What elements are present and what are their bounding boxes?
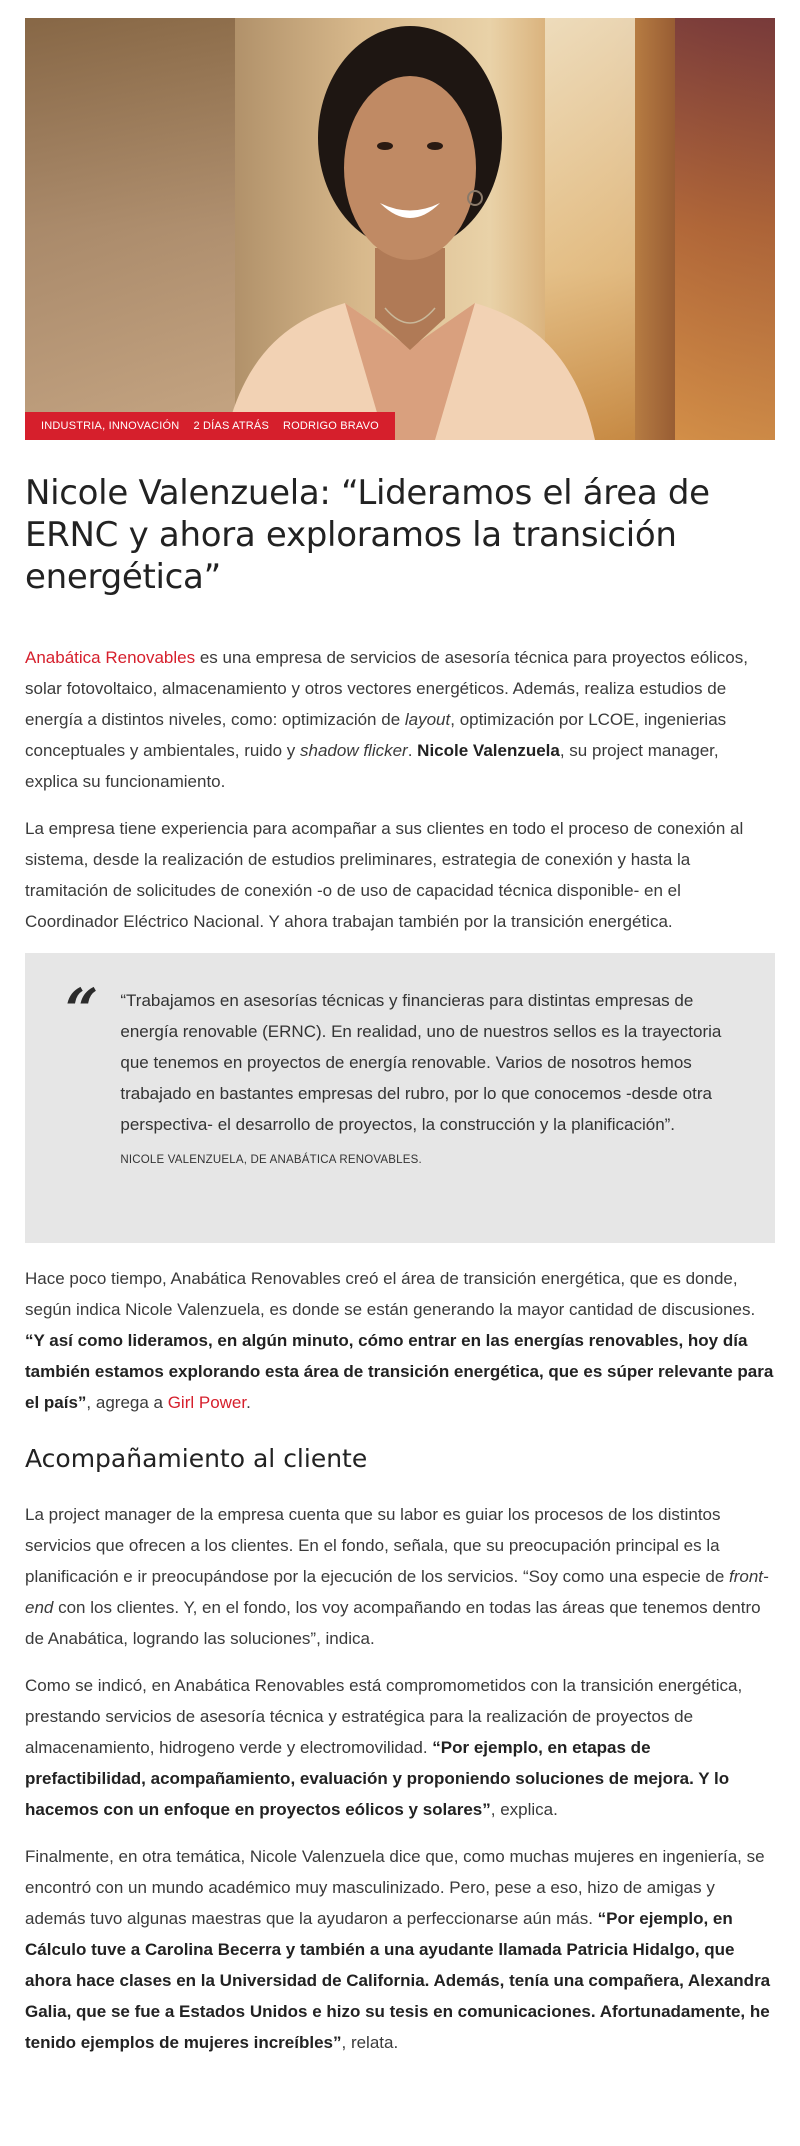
text: , relata. xyxy=(341,2033,399,2052)
paragraph-5 xyxy=(25,1670,775,1825)
paragraph-4 xyxy=(25,1499,775,1654)
text: , su project manager, explica su funcionamiento. xyxy=(25,741,719,791)
hero-image xyxy=(25,18,775,440)
emphasis: front-end xyxy=(25,1567,769,1617)
author-tag[interactable]: RODRIGO BRAVO xyxy=(283,420,379,432)
text: con los clientes. Y, en el fondo, los voy acompañando en todas las áreas que tenemos dentro de Anabática, logrando las soluciones”, indica. xyxy=(25,1598,761,1648)
paragraph-3 xyxy=(25,1263,775,1418)
quote-highlight: “Y así como lideramos, en algún minuto, cómo entrar en las energías renovables, hoy día también estamos explorando esta área de transición energética, que es súper relevante para el país” xyxy=(25,1331,774,1412)
paragraph-1 xyxy=(25,642,775,797)
text: Finalmente, en otra temática, Nicole Valenzuela dice que, como muchas mujeres en ingeniería, se encontró con un mundo académico muy masculinizado. Pero, pese a eso, hizo de amigas y además tuvo algunas maestras que la ayudaron a perfeccionarse aún más. xyxy=(25,1847,765,1928)
text: Como se indicó, en Anabática Renovables está compromometidos con la transición energética, prestando servicios de asesoría técnica y estratégica para la realización de proyectos de almacenamiento, hidrogeno verde y electromovilidad. xyxy=(25,1676,743,1757)
paragraph-2: La empresa tiene experiencia para acompañar a sus clientes en todo el proceso de conexión al sistema, desde la realización de estudios preliminares, estrategia de conexión y hasta la tramitación de solicitudes de conexión -o de uso de capacidad técnica disponible- en el Coordinador Eléctrico Nacional. Y ahora trabajan también por la transición energética. xyxy=(25,819,744,931)
quote-highlight: “Por ejemplo, en Cálculo tuve a Carolina Becerra y también a una ayudante llamada Patricia Hidalgo, que ahora hace clases en la Universidad de California. Además, tenía una compañera, Alexandra Galia, que se fue a Estados Unidos e hizo su tesis en comunicaciones. Afortunadamente, he tenido ejemplos de mujeres increíbles” xyxy=(25,1909,771,2052)
text: , explica. xyxy=(490,1800,558,1819)
emphasis: layout xyxy=(404,710,451,729)
quote-mark-icon: “ xyxy=(65,976,99,1044)
text: . xyxy=(407,741,418,760)
paragraph-6 xyxy=(25,1841,775,2058)
text: Hace poco tiempo, Anabática Renovables creó el área de transición energética, que es donde, según indica Nicole Valenzuela, es donde se están generando la mayor cantidad de discusiones. xyxy=(25,1269,756,1319)
article-meta-bar xyxy=(25,412,395,440)
emphasis: shadow flicker xyxy=(300,741,408,760)
quote-citation: NICOLE VALENZUELA, DE ANABÁTICA RENOVABLES. xyxy=(120,1154,422,1166)
girl-power-link[interactable]: Girl Power xyxy=(167,1393,247,1412)
quote-highlight: “Por ejemplo, en etapas de prefactibilidad, acompañamiento, evaluación y proponiendo soluciones de mejora. Y lo hacemos con un enfoque en proyectos eólicos y solares” xyxy=(25,1738,730,1819)
text: . xyxy=(246,1393,251,1412)
section-heading: Acompañamiento al cliente xyxy=(25,1444,368,1473)
pull-quote xyxy=(25,953,775,1243)
name-highlight: Nicole Valenzuela xyxy=(417,741,560,760)
hero-bg-right xyxy=(675,18,775,440)
category-tag[interactable]: INDUSTRIA, INNOVACIÓN xyxy=(41,420,180,432)
quote-text: “Trabajamos en asesorías técnicas y financieras para distintas empresas de energía renovable (ERNC). En realidad, uno de nuestros sellos es la trayectoria que tenemos en proyectos de energía renovable. Varios de nosotros hemos trabajado en bastantes empresas del rubro, por lo que conocemos -desde otra perspectiva- el desarrollo de proyectos, la construcción y la planificación”. xyxy=(120,991,722,1134)
text: , agrega a xyxy=(86,1393,168,1412)
portrait-photo xyxy=(185,18,635,440)
date-tag: 2 DÍAS ATRÁS xyxy=(193,420,270,432)
text: La project manager de la empresa cuenta que su labor es guiar los procesos de los distintos servicios que ofrecen a los clientes. En el fondo, señala, que su preocupación principal es la planificación e ir preocupándose por la ejecución de los servicios. “Soy como una especie de xyxy=(25,1505,730,1586)
text: es una empresa de servicios de asesoría técnica para proyectos eólicos, solar fotovoltaico, almacenamiento y otros vectores energéticos. Además, realiza estudios de energía a distintos niveles, como: optimización de xyxy=(25,648,748,729)
text: , optimización por LCOE, ingenierias conceptuales y ambientales, ruido y xyxy=(25,710,727,760)
article-body xyxy=(25,642,775,2058)
company-link[interactable]: Anabática Renovables xyxy=(25,648,196,667)
article-title: Nicole Valenzuela: “Lideramos el área de ERNC y ahora exploramos la transición energética” xyxy=(25,473,710,597)
